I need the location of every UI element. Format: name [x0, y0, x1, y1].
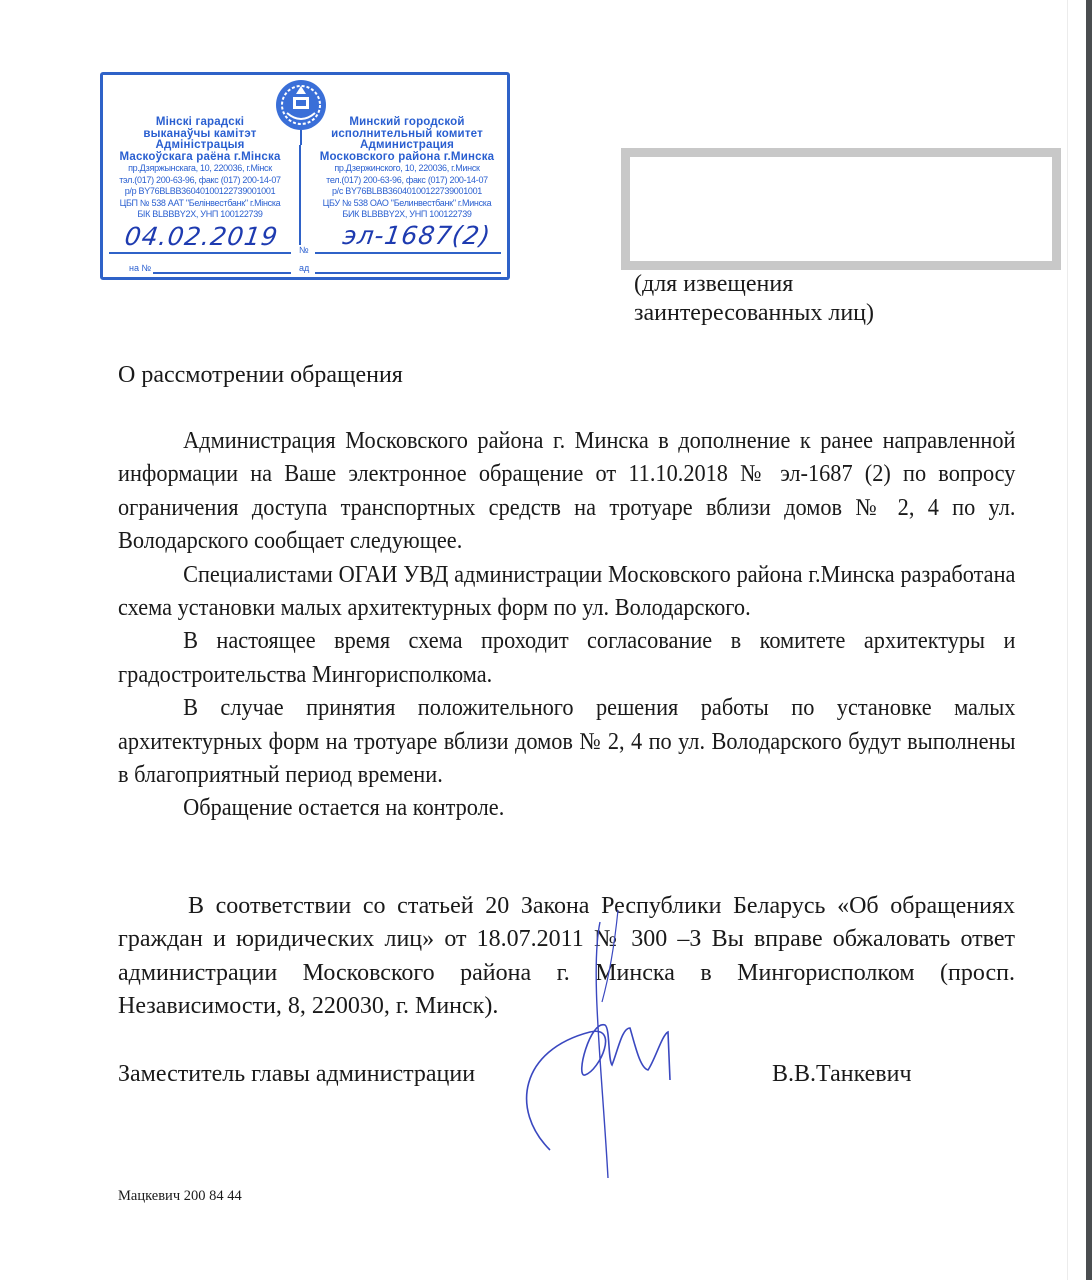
- stamp-line: Адміністрацыя: [155, 139, 245, 151]
- signer-title: Заместитель главы администрации: [118, 1061, 476, 1087]
- registration-stamp: [100, 72, 510, 280]
- letter-subject: О рассмотрении обращения: [118, 362, 403, 388]
- stamp-from-underline: [315, 272, 501, 274]
- body-paragraph: В случае принятия положительного решения работы по установке малых архитектурных форм на тротуаре вблизи домов № 2, 4 по ул. Володарского будут выполнены в благоприятный период времени.: [118, 695, 1016, 789]
- stamp-handwritten-number: эл-1687(2): [340, 221, 493, 250]
- stamp-line: Мінскі гарадскі: [155, 116, 245, 128]
- stamp-handwritten-date: 04.02.2019: [122, 222, 281, 251]
- body-paragraph: В настоящее время схема проходит согласование в комитете архитектуры и градостроительства Мингорисполкома.: [118, 628, 1016, 688]
- stamp-line: тел.(017) 200-63-96, факс (017) 200-14-07: [326, 174, 488, 185]
- signer-name: В.В.Танкевич: [772, 1061, 912, 1087]
- stamp-line: р/с BY76BLBB36040100122739001001: [331, 186, 483, 196]
- stamp-reply-to-label: на №: [129, 263, 152, 273]
- body-paragraph: Специалистами ОГАИ УВД администрации Московского района г.Минска разработана схема установки малых архитектурных форм по ул. Володарского.: [118, 561, 1016, 622]
- stamp-date-underline: [109, 252, 291, 254]
- letter-body: [118, 425, 1015, 826]
- stamp-russian-text: [309, 117, 505, 221]
- stamp-line: тэл.(017) 200-63-96, факс (017) 200-14-07: [119, 174, 281, 185]
- redacted-addressee-box: [621, 148, 1061, 270]
- stamp-line: р/р BY76BLBB36040100122739001001: [124, 186, 276, 196]
- stamp-number-label: №: [299, 245, 309, 255]
- stamp-line: пр.Дзяржынскага, 10, 220036, г.Мінск: [128, 163, 272, 173]
- body-paragraph: В соответствии со статьей 20 Закона Республики Беларусь «Об обращениях граждан и юридических лиц» от 18.07.2011 № 300 –З Вы вправе обжаловать ответ администрации Московского района г. Минска в Мингорисполком (просп. Независимости, 8, 220030, г. Минск).: [118, 893, 1015, 1020]
- addressee-note: (для извещения заинтересованных лиц): [634, 271, 874, 326]
- stamp-divider: [299, 145, 301, 245]
- stamp-line: Московского района г.Минска: [319, 150, 495, 163]
- page-fold-line: [1067, 0, 1068, 1280]
- stamp-line: ЦБП № 538 ААТ "Белінвестбанк" г.Мінска: [119, 197, 281, 208]
- body-paragraph: Администрация Московского района г. Минска в дополнение к ранее направленной информации на Ваше электронное обращение от 11.10.2018 № эл-1687 (2) по вопросу ограничения доступа транспортных средств на тротуаре вблизи домов № 2, 4 по ул. Володарского сообщает следующее.: [118, 428, 1016, 555]
- stamp-from-label: ад: [299, 263, 310, 273]
- stamp-line: БИК BLBBBY2X, УНП 100122739: [342, 209, 472, 219]
- body-paragraph: Обращение остается на контроле.: [183, 795, 505, 822]
- stamp-line: ЦБУ № 538 ОАО "Белинвестбанк" г.Минска: [322, 197, 492, 208]
- stamp-line: выканаўчы камітэт: [143, 127, 257, 140]
- stamp-number-underline: [315, 252, 501, 254]
- viewer-right-edge: [1086, 0, 1092, 1280]
- stamp-reply-underline: [153, 272, 291, 274]
- stamp-line: Администрация: [359, 139, 455, 151]
- stamp-line: БІК BLBBBY2X, УНП 100122739: [137, 209, 263, 219]
- handwritten-signature: [490, 910, 690, 1180]
- stamp-belarusian-text: [105, 117, 295, 221]
- stamp-line: Маскоўскага раёна г.Мінска: [119, 150, 281, 163]
- stamp-line: пр.Дзержинского, 10, 220036, г.Минск: [334, 163, 480, 173]
- executor-contact: Мацкевич 200 84 44: [118, 1188, 242, 1204]
- stamp-line: Минский городской: [349, 116, 465, 128]
- stamp-line: исполнительный комитет: [331, 127, 483, 140]
